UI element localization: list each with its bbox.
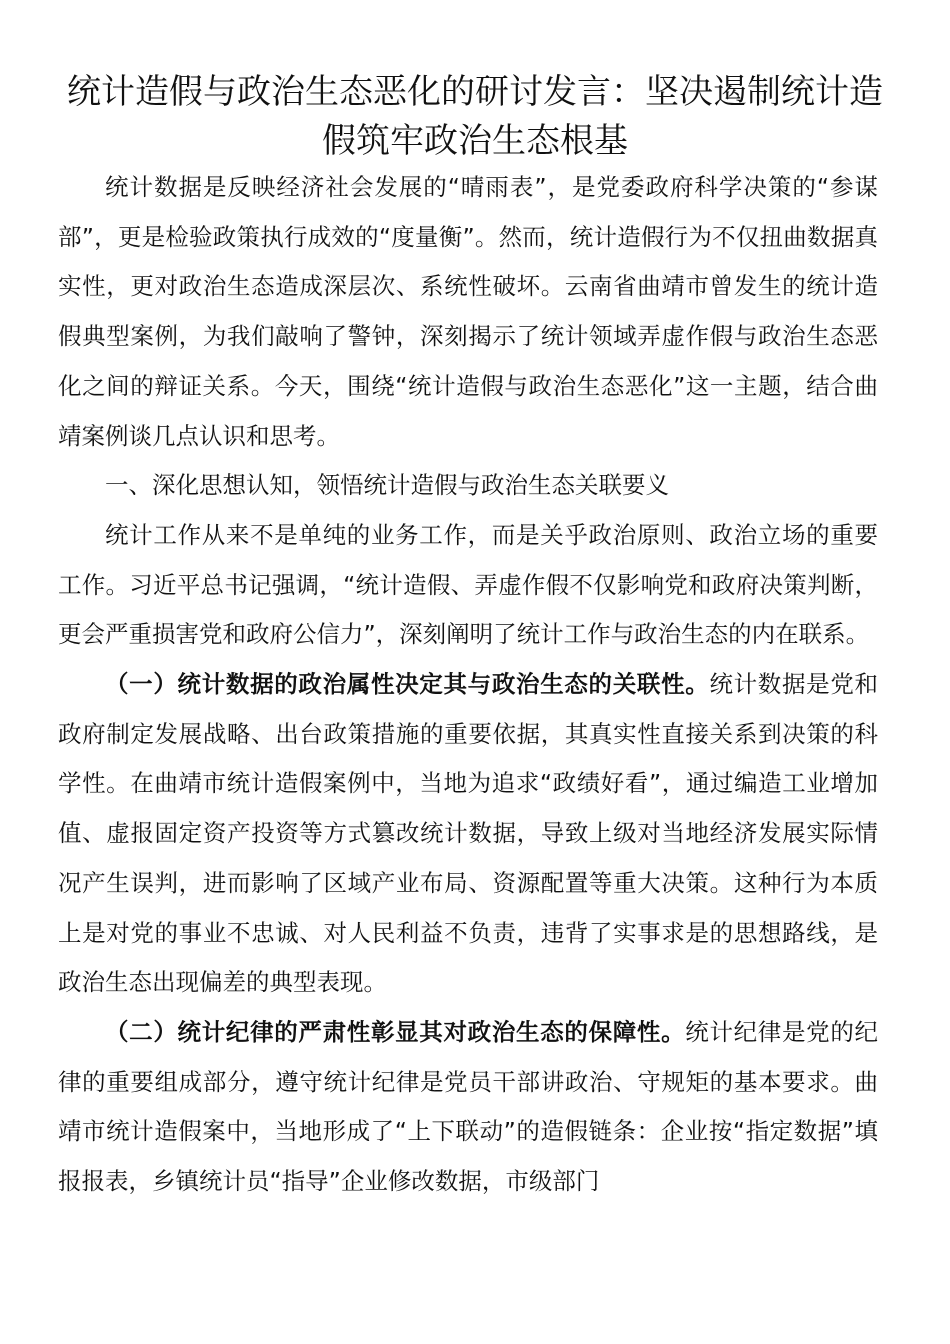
document-title: 统计造假与政治生态恶化的研讨发言：坚决遏制统计造假筑牢政治生态根基	[67, 72, 883, 161]
subsection-2-text: 统计纪律是党的纪律的重要组成部分，遵守统计纪律是党员干部讲政治、守规矩的基本要求。曲靖市统计造假案中，当地形成了“上下联动”的造假链条：企业按“指定数据”填报报表，乡镇统计员“指导”企业修改数据，市级部门	[58, 1017, 879, 1196]
intro-paragraph: 统计数据是反映经济社会发展的“晴雨表”，是党委政府科学决策的“参谋部”，更是检验政策执行成效的“度量衡”。然而，统计造假行为不仅扭曲数据真实性，更对政治生态造成深层次、系统性破坏。云南省曲靖市曾发生的统计造假典型案例，为我们敲响了警钟，深刻揭示了统计领域弄虚作假与政治生态恶化之间的辩证关系。今天，围绕“统计造假与政治生态恶化”这一主题，结合曲靖案例谈几点认识和思考。	[58, 173, 878, 450]
section-heading-1: 一、深化思想认知，领悟统计造假与政治生态关联要义	[105, 471, 669, 500]
subsection-1-heading: （一）统计数据的政治属性决定其与政治生态的关联性。	[105, 670, 710, 699]
subsection-2-paragraph	[58, 1008, 878, 1207]
section-1-paragraph: 统计工作从来不是单纯的业务工作，而是关乎政治原则、政治立场的重要工作。习近平总书记强调，“统计造假、弄虚作假不仅影响党和政府决策判断，更会严重损害党和政府公信力”，深刻阐明了统计工作与政治生态的内在联系。	[58, 520, 878, 649]
subsection-2-heading: （二）统计纪律的严肃性彰显其对政治生态的保障性。	[105, 1017, 686, 1046]
subsection-1-paragraph	[58, 660, 878, 1008]
document-body	[58, 163, 878, 1207]
subsection-1-text: 统计数据是党和政府制定发展战略、出台政策措施的重要依据，其真实性直接关系到决策的科学性。在曲靖市统计造假案例中，当地为追求“政绩好看”，通过编造工业增加值、虚报固定资产投资等方式篡改统计数据，导致上级对当地经济发展实际情况产生误判，进而影响了区域产业布局、资源配置等重大决策。这种行为本质上是对党的事业不忠诚、对人民利益不负责，违背了实事求是的思想路线，是政治生态出现偏差的典型表现。	[58, 670, 879, 997]
